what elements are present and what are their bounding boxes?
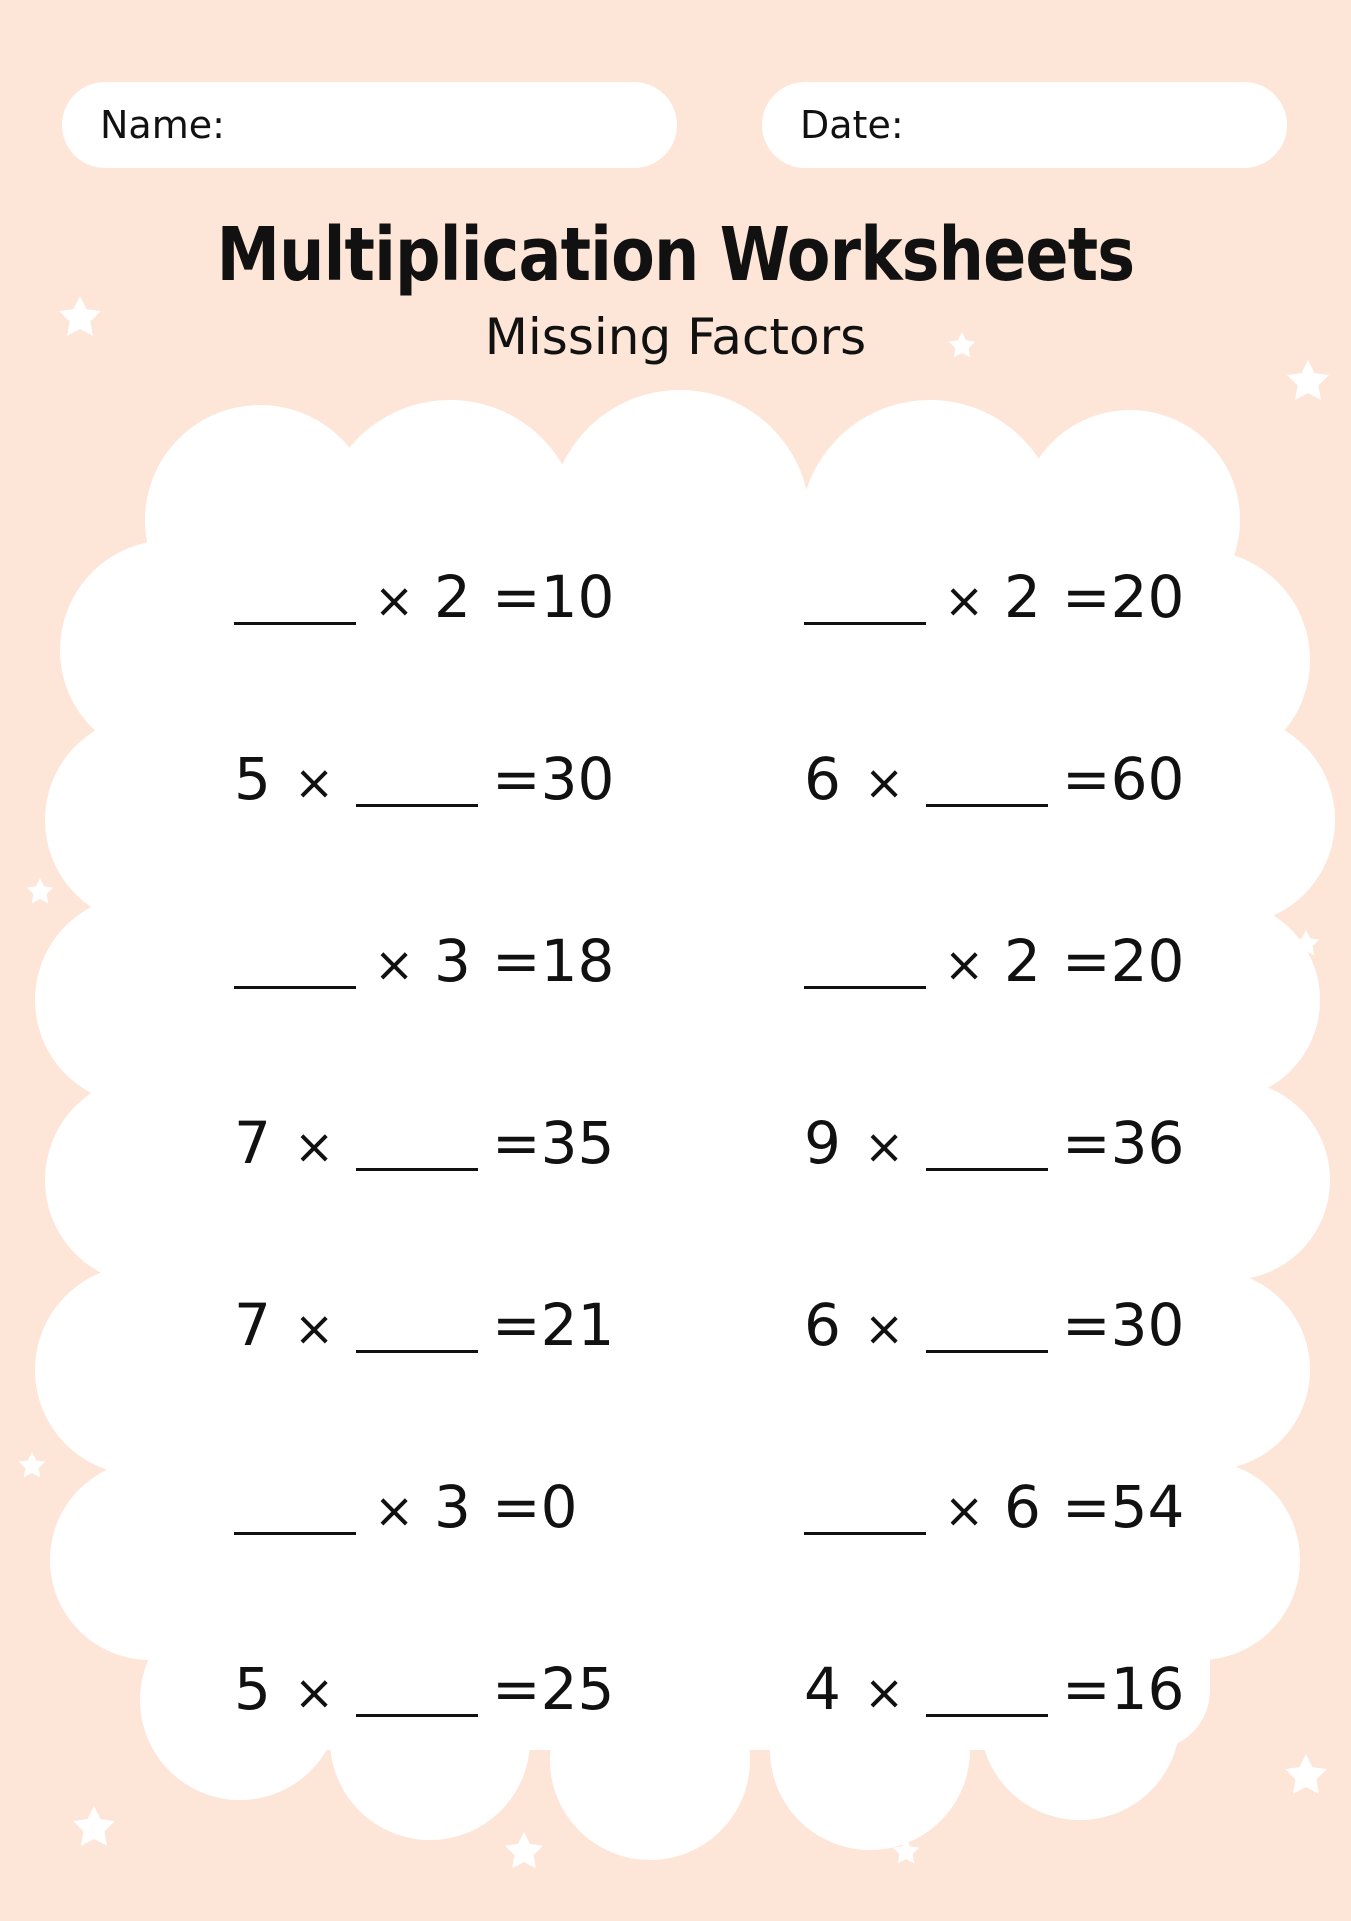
date-field[interactable]: [762, 82, 1287, 168]
problem-row: [234, 926, 634, 996]
name-field[interactable]: [62, 82, 677, 168]
multiply-sign: ×: [294, 1119, 335, 1175]
multiply-sign: ×: [374, 937, 415, 993]
factor: 7: [234, 1109, 271, 1177]
answer-blank[interactable]: [804, 1532, 926, 1535]
answer-blank[interactable]: [356, 1350, 478, 1353]
answer-blank[interactable]: [234, 1532, 356, 1535]
problem-row: [234, 562, 634, 632]
star-icon: [19, 1452, 46, 1477]
answer-blank[interactable]: [926, 1168, 1048, 1171]
worksheet-subtitle: Missing Factors: [484, 308, 867, 366]
product: =21: [492, 1291, 615, 1359]
product: =54: [1062, 1473, 1185, 1541]
product: =20: [1062, 927, 1185, 995]
star-icon: [73, 1806, 115, 1846]
problem-row: [804, 562, 1204, 632]
answer-blank[interactable]: [356, 1168, 478, 1171]
multiply-sign: ×: [944, 937, 985, 993]
multiply-sign: ×: [294, 755, 335, 811]
problem-row: [804, 926, 1204, 996]
product: =30: [492, 745, 615, 813]
problem-row: [234, 1472, 634, 1542]
multiply-sign: ×: [864, 1119, 905, 1175]
problem-row: [804, 1472, 1204, 1542]
factor: 2: [1004, 927, 1041, 995]
answer-blank[interactable]: [356, 804, 478, 807]
factor: 6: [804, 1291, 841, 1359]
product: =20: [1062, 563, 1185, 631]
product: =18: [492, 927, 615, 995]
multiply-sign: ×: [864, 1665, 905, 1721]
product: =10: [492, 563, 615, 631]
factor: 5: [234, 1655, 271, 1723]
problem-row: [804, 1654, 1204, 1724]
answer-blank[interactable]: [926, 1350, 1048, 1353]
multiply-sign: ×: [374, 573, 415, 629]
product: =30: [1062, 1291, 1185, 1359]
multiply-sign: ×: [864, 1301, 905, 1357]
product: =36: [1062, 1109, 1185, 1177]
factor: 9: [804, 1109, 841, 1177]
product: =0: [492, 1473, 578, 1541]
factor: 2: [434, 563, 471, 631]
star-icon: [1293, 930, 1320, 955]
product: =16: [1062, 1655, 1185, 1723]
product: =25: [492, 1655, 615, 1723]
name-label: Name:: [100, 103, 225, 147]
factor: 5: [234, 745, 271, 813]
answer-blank[interactable]: [804, 986, 926, 989]
factor: 3: [434, 927, 471, 995]
star-icon: [1285, 1754, 1327, 1794]
multiply-sign: ×: [294, 1301, 335, 1357]
date-label: Date:: [800, 103, 904, 147]
multiply-sign: ×: [864, 755, 905, 811]
factor: 6: [1004, 1473, 1041, 1541]
answer-blank[interactable]: [234, 986, 356, 989]
factor: 4: [804, 1655, 841, 1723]
answer-blank[interactable]: [804, 622, 926, 625]
star-icon: [27, 878, 54, 903]
problem-row: [234, 744, 634, 814]
factor: 2: [1004, 563, 1041, 631]
problem-row: [804, 1290, 1204, 1360]
multiply-sign: ×: [944, 573, 985, 629]
answer-blank[interactable]: [926, 1714, 1048, 1717]
factor: 7: [234, 1291, 271, 1359]
factor: 6: [804, 745, 841, 813]
worksheet-title: Multiplication Worksheets: [216, 212, 1135, 298]
problem-row: [804, 744, 1204, 814]
multiply-sign: ×: [374, 1483, 415, 1539]
product: =60: [1062, 745, 1185, 813]
problem-row: [234, 1654, 634, 1724]
problem-row: [234, 1290, 634, 1360]
multiply-sign: ×: [944, 1483, 985, 1539]
star-icon: [505, 1832, 543, 1868]
answer-blank[interactable]: [356, 1714, 478, 1717]
problem-row: [804, 1108, 1204, 1178]
product: =35: [492, 1109, 615, 1177]
factor: 3: [434, 1473, 471, 1541]
problem-row: [234, 1108, 634, 1178]
multiply-sign: ×: [294, 1665, 335, 1721]
answer-blank[interactable]: [926, 804, 1048, 807]
star-icon: [893, 1838, 920, 1863]
answer-blank[interactable]: [234, 622, 356, 625]
